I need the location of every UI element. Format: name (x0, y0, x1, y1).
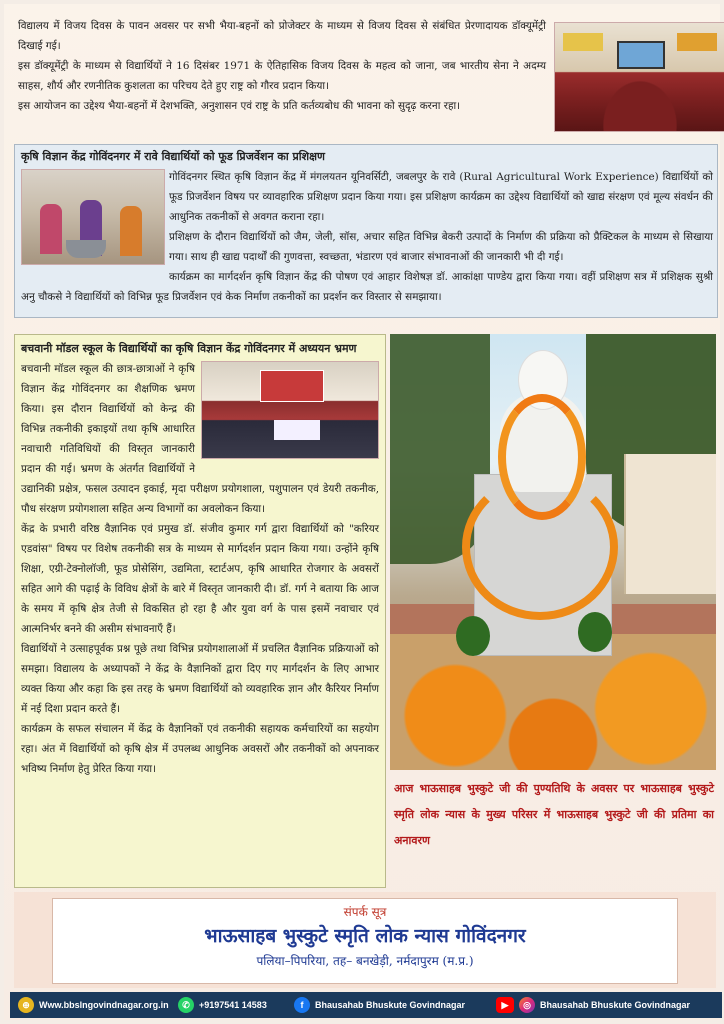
potted-plant (456, 616, 490, 656)
photo-banner-left (563, 33, 603, 51)
victory-day-section (14, 12, 716, 132)
study-tour-group-photo (201, 361, 379, 459)
phone-number[interactable]: +9197541 14583 (199, 1000, 267, 1010)
food-preservation-paragraph-3: कार्यक्रम का मार्गदर्शन कृषि विज्ञान केंद्र की पोषण एवं आहार विशेषज्ञ डॉ. आकांक्षा पाण्डेय द्वारा किया गया। वहीं प्रशिक्षण सत्र में प्रशिक्षक सुश्री अनु चौकसे ने विद्यार्थियों को विभिन्न फूड प्रिजर्वेशन एवं केक निर्माण तकनीकों का प्रदर्शन कर विस्तार से समझाया। (21, 271, 713, 303)
youtube-icon[interactable]: ▶ (496, 997, 514, 1013)
study-tour-body (15, 359, 385, 779)
potted-plant (578, 612, 612, 652)
food-preservation-section (14, 144, 718, 318)
contact-box (52, 898, 678, 984)
statue-photo (390, 334, 716, 770)
contact-label: संपर्क सूत्र (343, 905, 387, 919)
footer-phone[interactable] (178, 992, 267, 1018)
globe-icon: ⊕ (18, 997, 34, 1013)
footer-facebook[interactable] (294, 992, 465, 1018)
footer-bar (10, 992, 722, 1018)
kitchen-training-photo (21, 169, 165, 265)
study-tour-paragraph-3: विद्यार्थियों ने उत्साहपूर्वक प्रश्न पूछे तथा विभिन्न प्रयोगशालाओं में प्रचलित वैज्ञानिक प्रक्रियाओं को समझा। विद्यालय के अध्यापकों ने केंद्र के वैज्ञानिकों द्वारा दिए गए मार्गदर्शन के लिए आभार व्यक्त किया और कहा कि इस तरह के भ्रमण विद्यार्थियों को व्यवहारिक ज्ञान और कैरियर निर्माण में नई दिशा प्रदान करते हैं। (21, 643, 379, 715)
study-tour-section (14, 334, 386, 888)
food-preservation-heading: कृषि विज्ञान केंद्र गोविंदनगर में रावे विद्यार्थियों को फूड प्रिजर्वेशन का प्रशिक्षण (21, 150, 325, 163)
organisation-address: पलिया–पिपरिया, तह– बनखेड़ी, नर्मदापुरम (म.प्र.) (256, 954, 474, 968)
food-preservation-paragraph-1: गोविंदनगर स्थित कृषि विज्ञान केंद्र में मंगलयतन यूनिवर्सिटी, जबलपुर के रावे (Rural Agricultural Work Experience) विद्यार्थियों को फूड प्रिजर्वेशन विषय पर व्यावहारिक प्रशिक्षण प्रदान किया गया। इस प्रशिक्षण कार्यक्रम का उद्देश्य विद्यार्थियों को खाद्य संरक्षण एवं मूल्य संवर्धन की आधुनिक तकनीकों से अवगत कराना रहा। (169, 171, 713, 223)
photo-banner-right (677, 33, 717, 51)
facebook-icon: f (294, 997, 310, 1013)
victory-day-text (18, 16, 546, 116)
footer-website[interactable] (18, 992, 169, 1018)
instagram-icon: ◎ (519, 997, 535, 1013)
website-link[interactable]: Www.bbslngovindnagar.org.in (39, 1000, 169, 1010)
study-tour-heading: बचवानी मॉडल स्कूल के विद्यार्थियों का कृषि विज्ञान केंद्र गोविंदनगर में अध्ययन भ्रमण (21, 342, 357, 355)
organisation-name: भाऊसाहब भुस्कुटे स्मृति लोक न्यास गोविंदनगर (204, 925, 526, 947)
facebook-handle[interactable]: Bhausahab Bhuskute Govindnagar (315, 1000, 466, 1010)
victory-day-paragraph-2: इस डॉक्यूमेंट्री के माध्यम से विद्यार्थियों ने 16 दिसंबर 1971 के ऐतिहासिक विजय दिवस के महत्व को जाना, जब भारतीय सेना ने अदम्य साहस, शौर्य और रणनीतिक कुशलता का परिचय देते हुए राष्ट्र को गौरव प्रदान किया। (18, 60, 546, 92)
cooking-pot (66, 240, 106, 258)
victory-day-paragraph-3: इस आयोजन का उद्देश्य भैया-बहनों में देशभक्ति, अनुशासन एवं राष्ट्र के प्रति कर्तव्यबोध की भावना को सुदृढ़ करना रहा। (18, 100, 461, 112)
whatsapp-icon: ✆ (178, 997, 194, 1013)
study-tour-paragraph-2: केंद्र के प्रभारी वरिष्ठ वैज्ञानिक एवं प्रमुख डॉ. संजीव कुमार गर्ग द्वारा विद्यार्थियों को "करियर एडवांस" विषय पर विशेष तकनीकी सत्र के माध्यम से मार्गदर्शन प्रदान किया गया। उन्होंने कृषि शिक्षा, एग्री-टेक्नोलॉजी, फूड प्रोसेसिंग, उद्यमिता, स्टार्टअप, कृषि आधारित रोजगार के अवसरों सहित आगे की पढ़ाई के विविध क्षेत्रों के बारे में विस्तृत जानकारी दी। डॉ. गर्ग ने बताया कि आज के समय में कृषि क्षेत्र तेजी से विकसित हो रहा है और युवा वर्ग के पास इसमें नवाचार एवं आत्मनिर्भर बनने की असीम संभावनाएँ हैं। (21, 523, 379, 635)
food-preservation-paragraph-2: प्रशिक्षण के दौरान विद्यार्थियों को जैम, जेली, सॉस, अचार सहित विभिन्न बेकरी उत्पादों के निर्माण की प्रक्रिया को प्रैक्टिकल के माध्यम से सिखाया गया। साथ ही खाद्य पदार्थों की गुणवत्ता, स्वच्छता, भंडारण एवं बाजार संभावनाओं की जानकारी भी दी गई। (169, 231, 713, 263)
victory-day-paragraph-1: विद्यालय में विजय दिवस के पावन अवसर पर सभी भैया-बहनों को प्रोजेक्टर के माध्यम से विजय दिवस से संबंधित प्रेरणादायक डॉक्यूमेंट्री दिखाई गई। (18, 20, 546, 52)
study-tour-paragraph-4: कार्यक्रम के सफल संचालन में केंद्र के वैज्ञानिकों एवं तकनीकी सहायक कर्मचारियों का सहयोग रहा। अंत में विद्यार्थियों को कृषि क्षेत्र में उपलब्ध आधुनिक अवसरों और तकनीकों को अपनाकर भविष्य निर्माण हेतु प्रेरित किया गया। (21, 723, 379, 775)
contact-panel (14, 892, 716, 988)
study-tour-paragraph-1: बचवानी मॉडल स्कूल की छात्र-छात्राओं ने कृषि विज्ञान केंद्र गोविंदनगर का शैक्षणिक भ्रमण किया। इस दौरान विद्यार्थियों को केन्द्र की विभिन्न तकनीकी इकाइयों तथा कृषि आधारित नवाचारी गतिविधियों की विस्तृत जानकारी प्रदान की गई। भ्रमण के अंतर्गत विद्यार्थियों ने उद्यानिकी प्रक्षेत्र, फसल उत्पादन इकाई, मृदा परीक्षण प्रयोगशाला, पशुपालन एवं डेयरी तकनीक, पौध संरक्षण प्रयोगशाला सहित अन्य विभागों का अवलोकन किया। (21, 363, 379, 515)
marigold-garland (462, 474, 618, 620)
auditorium-photo (554, 22, 724, 132)
school-building (624, 454, 716, 594)
projector-screen (617, 41, 665, 69)
newsletter-page (4, 4, 720, 1020)
photo-stage-banner (260, 370, 324, 402)
student-figure (40, 204, 62, 254)
statue-caption: आज भाऊसाहब भुस्कुटे जी की पुण्यतिथि के अवसर पर भाऊसाहब भुस्कुटे स्मृति लोक न्यास के मुख्य परिसर में भाऊसाहब भुस्कुटे जी की प्रतिमा का अनावरण (394, 782, 714, 847)
footer-social[interactable] (496, 992, 690, 1018)
instagram-handle[interactable]: Bhausahab Bhuskute Govindnagar (540, 1000, 691, 1010)
student-figure (120, 206, 142, 256)
photo-front-banner (274, 420, 320, 440)
